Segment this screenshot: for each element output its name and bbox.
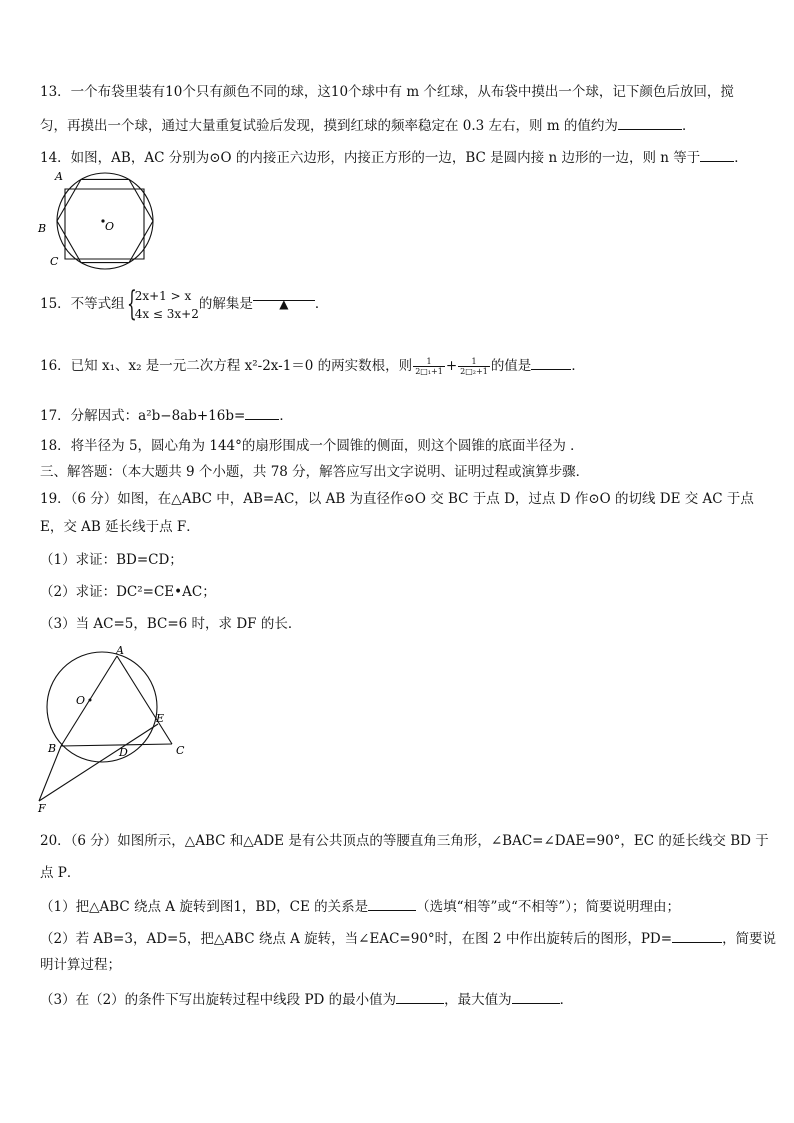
- q14-label-o: O: [105, 220, 115, 233]
- q14-answer-blank[interactable]: [700, 147, 734, 162]
- q15-ineq-2: 4x ≤ 3x+2: [134, 306, 199, 321]
- q20-part1-rest: （选填“相等”或“不相等”）；简要说明理由；: [416, 899, 681, 915]
- q16-frac2-den: 2□₂+1: [460, 367, 488, 376]
- q16-frac1-num: 1: [413, 357, 445, 367]
- q13-line2-end: ．: [681, 118, 696, 134]
- q19-label-a: A: [116, 644, 124, 657]
- q15-prefix: 15．不等式组: [40, 296, 125, 312]
- q20-part3-mid: ，最大值为: [444, 992, 512, 1008]
- q17-main: 17．分解因式：a²b−8ab+16b=: [40, 408, 246, 424]
- q17-text: [40, 405, 293, 425]
- q20-line1: 20．（6 分）如图所示，△ABC 和△ADE 是有公共顶点的等腰直角三角形，∠BAC=∠DAE=90°，EC 的延长线交 BD 于: [40, 833, 769, 849]
- q19-label-d: D: [119, 746, 128, 759]
- q18-text: 18．将半径为 5，圆心角为 144°的扇形围成一个圆锥的侧面，则这个圆锥的底面半径为 ．: [40, 438, 584, 454]
- q16-text: [40, 355, 585, 377]
- q17-end: ．: [279, 408, 293, 424]
- q20-part1: [40, 896, 680, 916]
- q13-line1: 13．一个布袋里装有10个只有颜色不同的球，这10个球中有 m 个红球，从布袋中摸出一个球，记下颜色后放回，搅: [40, 84, 734, 100]
- q20-part2-text: （2）若 AB=3，AD=5，把△ABC 绕点 A 旋转，当∠EAC=90°时，在图 2 中作出旋转后的图形，PD=: [40, 931, 673, 947]
- q16-answer-blank[interactable]: [531, 355, 571, 370]
- q19-part1: （1）求证：BD=CD；: [40, 552, 183, 568]
- q15-ineq-1: 2x+1 > x: [134, 288, 192, 303]
- q19-center-dot: [89, 699, 92, 702]
- q20-part3-min-blank[interactable]: [396, 989, 444, 1004]
- q15-suffix: 的解集是: [198, 296, 253, 312]
- q16-fraction-2: [458, 357, 490, 376]
- q14-text-main: 14．如图，AB，AC 分别为⊙O 的内接正六边形，内接正方形的一边，BC 是圆内接 n 边形的一边，则 n 等于: [40, 150, 701, 166]
- q16-frac1-den: 2□₁+1: [415, 367, 443, 376]
- q19-part3: （3）当 AC=5，BC=6 时，求 DF 的长．: [40, 616, 302, 632]
- q15-answer-blank[interactable]: [253, 286, 315, 311]
- q15-text: [40, 283, 329, 324]
- q13-line2: [40, 115, 695, 135]
- q14-text-end: ．: [734, 150, 748, 166]
- q13-line2-text: 匀，再摸出一个球，通过大量重复试验后发现，摸到红球的频率稳定在 0.3 左右，则 m 的值约为: [40, 118, 618, 134]
- q14-label-c: C: [50, 255, 59, 268]
- q20-part1-blank[interactable]: [368, 896, 416, 911]
- q14-text: [40, 147, 748, 167]
- q19-label-f: F: [38, 802, 46, 815]
- q19-label-e: E: [156, 712, 165, 725]
- q20-part2-blank[interactable]: [672, 928, 722, 943]
- q14-figure: [36, 165, 154, 273]
- q19-part2: （2）求证：DC²=CE•AC；: [40, 584, 216, 600]
- q20-part3-max-blank[interactable]: [512, 989, 560, 1004]
- section3-heading: 三、解答题：（本大题共 9 个小题，共 78 分，解答应写出文字说明、证明过程或演算步骤．: [40, 464, 590, 480]
- q19-segment-ac: [117, 656, 172, 744]
- q20-line2: 点 P．: [40, 865, 81, 881]
- q13-answer-blank[interactable]: [618, 115, 682, 130]
- q19-tangent-fe: [39, 724, 158, 801]
- q20-part2-rest: ，简要说: [722, 931, 777, 947]
- q15-triangle-icon: ▲: [279, 297, 289, 311]
- q20-part1-text: （1）把△ABC 绕点 A 旋转到图1，BD，CE 的关系是: [40, 899, 369, 915]
- q19-line1: 19．（6 分）如图，在△ABC 中，AB=AC，以 AB 为直径作⊙O 交 BC 于点 D，过点 D 作⊙O 的切线 DE 交 AC 于点: [40, 491, 754, 507]
- q19-line2: E，交 AB 延长线于点 F．: [40, 519, 200, 535]
- q20-part3-text: （3）在（2）的条件下写出旋转过程中线段 PD 的最小值为: [40, 992, 397, 1008]
- q20-part2: [40, 928, 776, 948]
- q17-answer-blank[interactable]: [245, 405, 279, 420]
- q19-label-c: C: [176, 744, 185, 757]
- q20-part3-end: ．: [559, 992, 574, 1008]
- q16-plus: +: [445, 358, 458, 374]
- q19-figure: [32, 640, 192, 818]
- q15-end: ．: [314, 296, 329, 312]
- q16-frac2-num: 1: [458, 357, 490, 367]
- q14-label-b: B: [38, 222, 47, 235]
- q19-label-o: O: [76, 694, 86, 707]
- q16-prefix: 16．已知 x₁、x₂ 是一元二次方程 x²-2x-1＝0 的两实数根，则: [40, 358, 413, 374]
- q15-inequality-system: { 2x+1 > x 4x ≤ 3x+2: [126, 283, 199, 324]
- q14-label-a: A: [55, 170, 63, 183]
- q16-end: ．: [571, 358, 585, 374]
- q19-label-b: B: [48, 742, 57, 755]
- q20-part3: [40, 989, 573, 1009]
- q19-segment-bc: [61, 744, 172, 746]
- q16-fraction-1: [413, 357, 445, 376]
- q20-part2-cont: 明计算过程；: [40, 957, 121, 973]
- q16-suffix: 的值是: [490, 358, 532, 374]
